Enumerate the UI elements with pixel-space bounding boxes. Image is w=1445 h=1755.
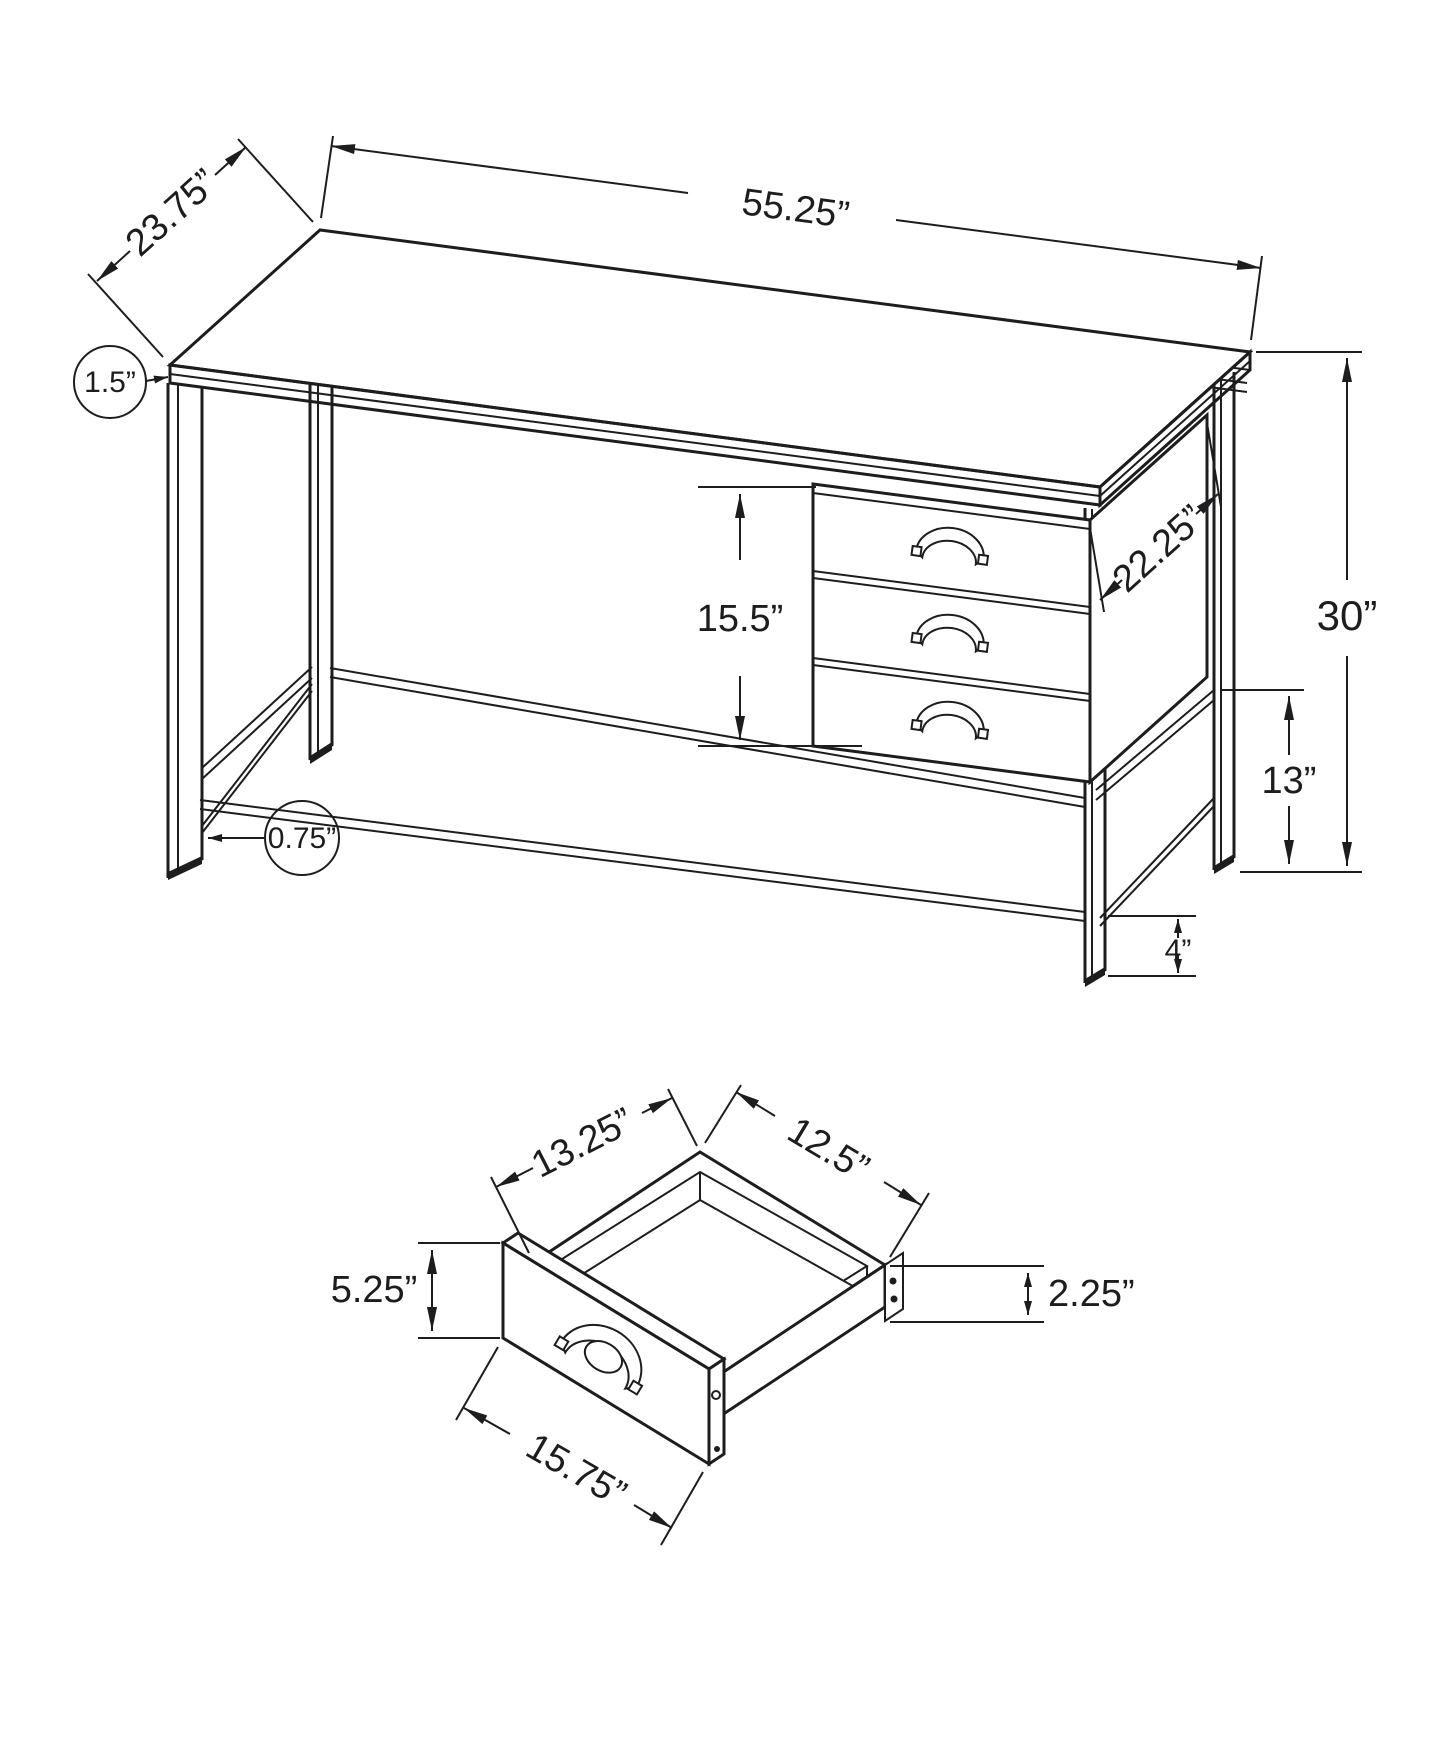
desk-front-left-leg: [168, 383, 202, 880]
dim-drawer-side-height: [890, 1266, 1135, 1322]
dim-desk-stretcher-height: [1108, 916, 1196, 976]
desk-opening-height-label: 15.5”: [696, 598, 784, 640]
desk-depth-label: 23.75”: [117, 161, 227, 265]
desk-stretcher-height-label: 4”: [1164, 934, 1192, 967]
desk-cabinet-depth-label: 22.25”: [1104, 497, 1214, 601]
desk-length-label: 55.25”: [739, 181, 852, 237]
dim-drawer-front-height: [331, 1243, 500, 1338]
desk-shelf-height-label: 13”: [1261, 760, 1317, 802]
drawer-front-width-label: 15.75”: [518, 1425, 634, 1516]
drawer-figure: [331, 1085, 1135, 1545]
desk-thickness-label: 1.5”: [84, 366, 136, 399]
desk-leg-tube-label: 0.75”: [267, 822, 337, 855]
dim-desk-top-thickness: [74, 346, 168, 418]
drawer-depth-label: 13.25”: [525, 1100, 641, 1187]
drawer-width-label: 12.5”: [780, 1109, 877, 1191]
desk-height-label: 30”: [1316, 592, 1378, 639]
drawer-side-height-label: 2.25”: [1048, 1273, 1135, 1315]
desk-back-right-leg: [1214, 370, 1234, 874]
drawer-front-height-label: 5.25”: [330, 1269, 418, 1311]
desk-figure: [74, 136, 1377, 987]
